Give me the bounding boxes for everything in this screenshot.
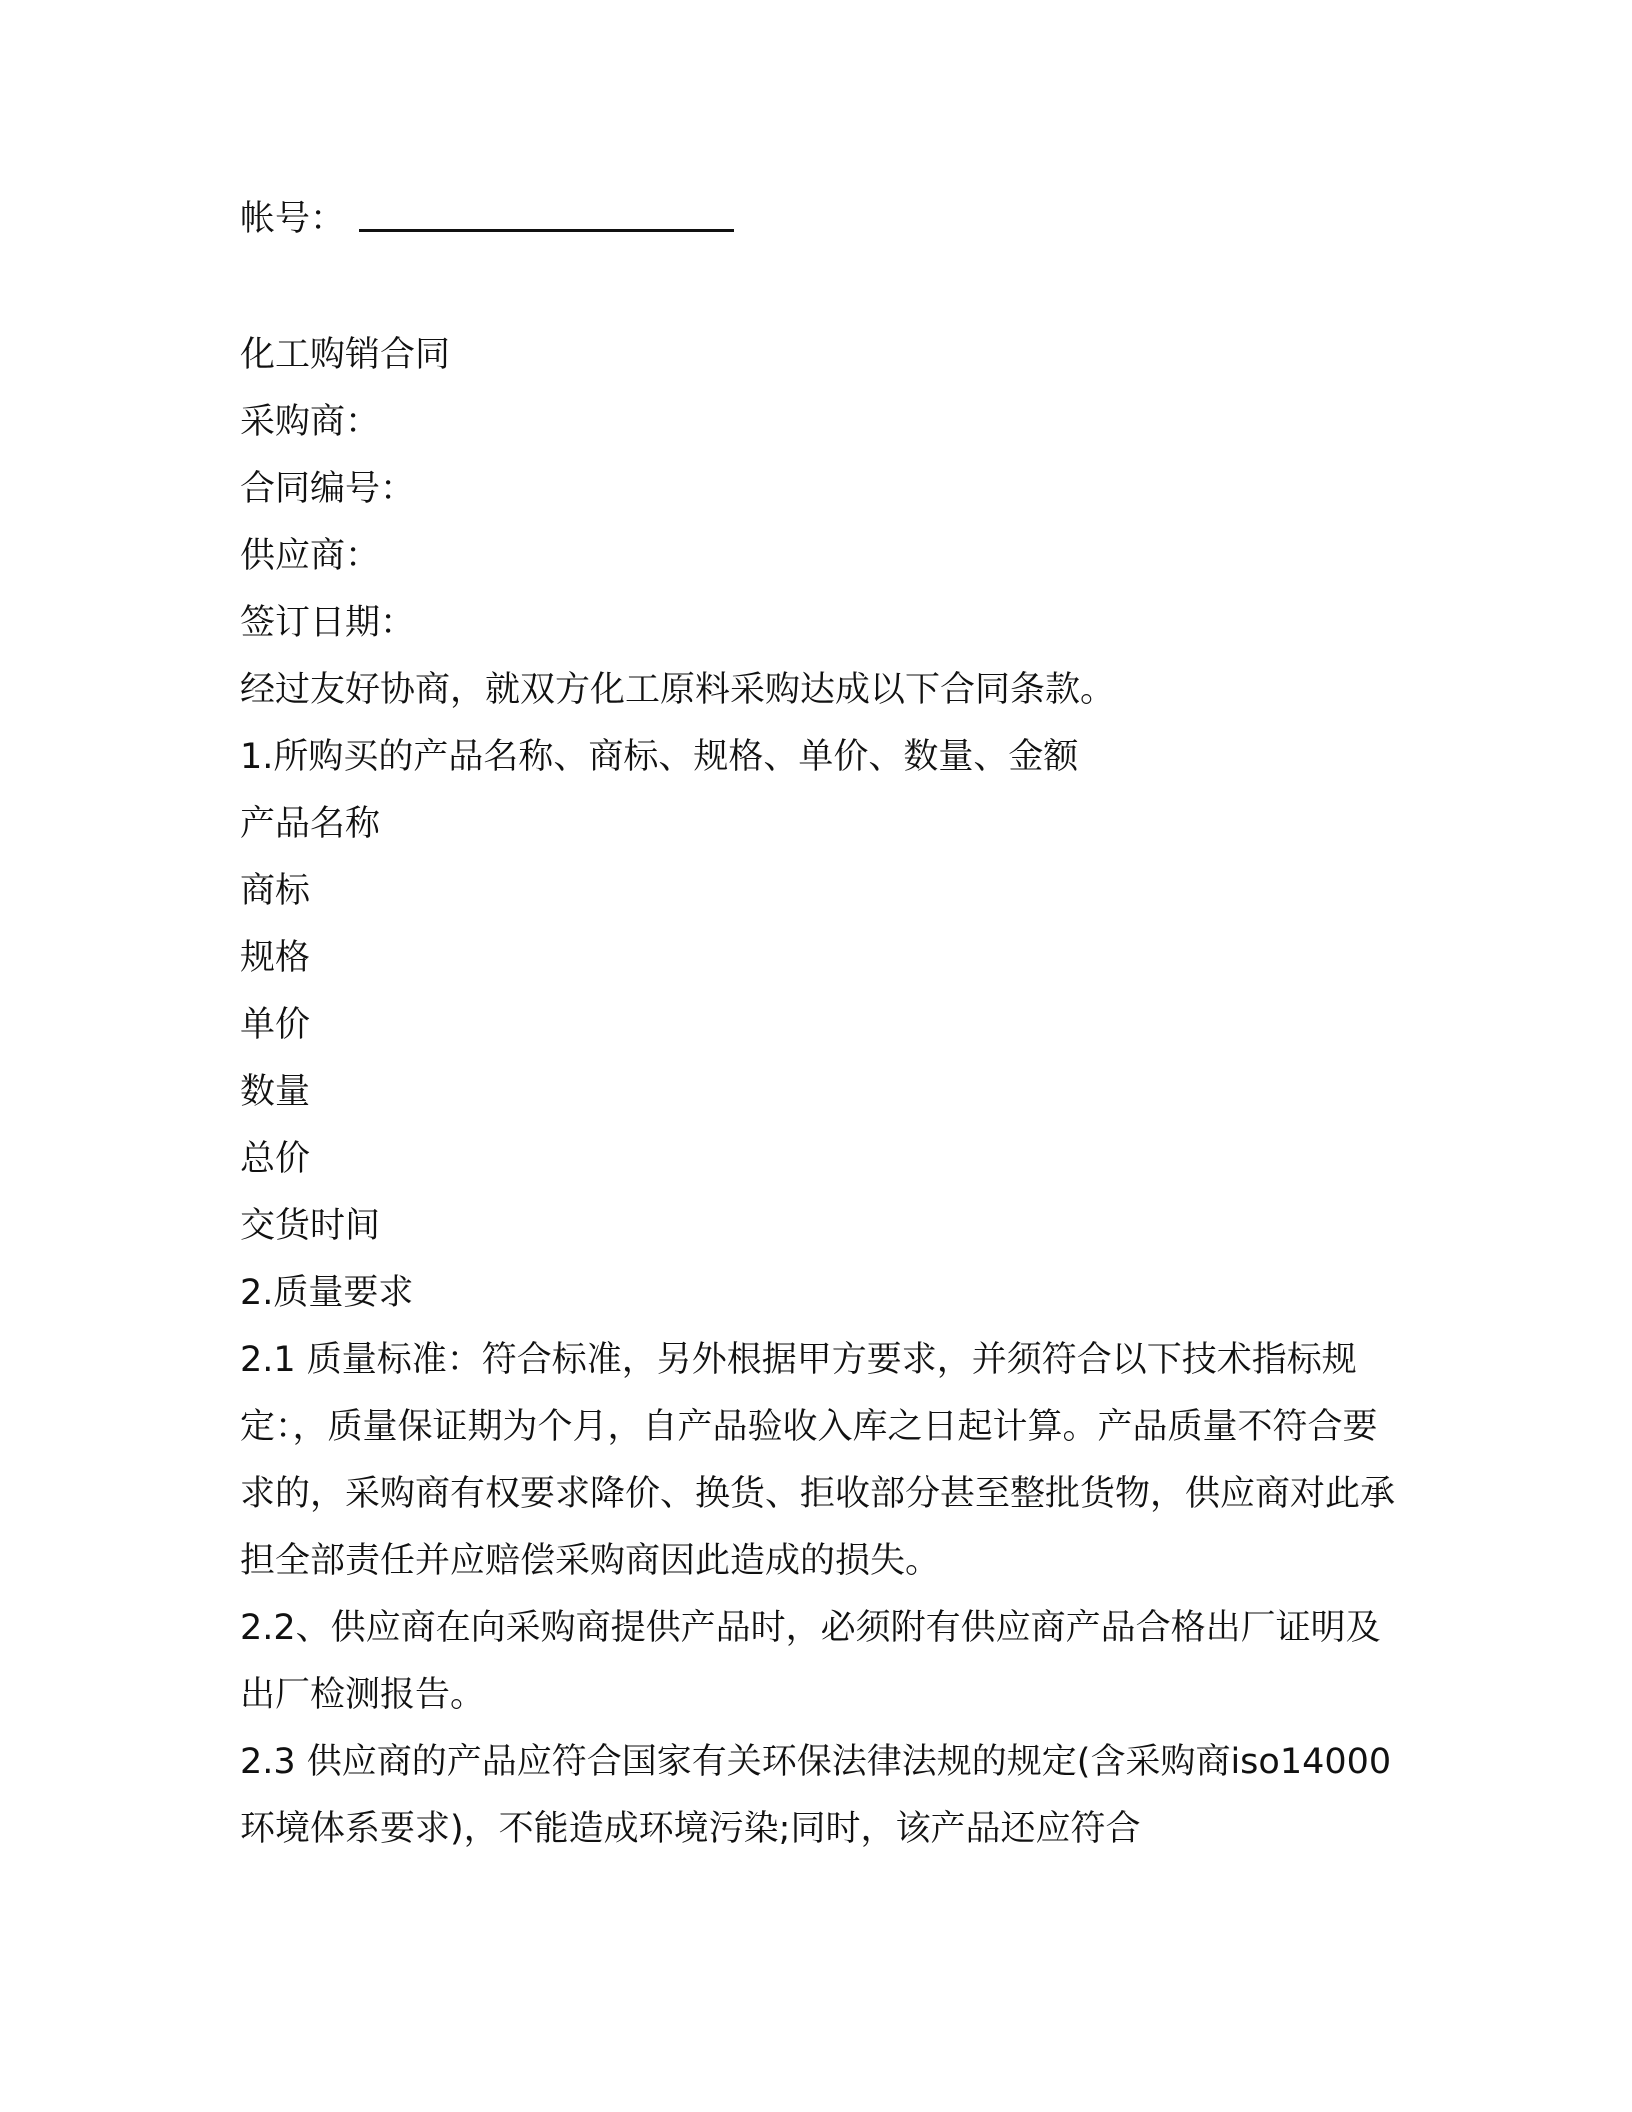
- product-item: 单价: [240, 1005, 311, 1045]
- section-2-heading: 2.质量要求: [240, 1273, 414, 1313]
- account-label: 帐号：: [240, 199, 346, 239]
- clause-2-2: 2.2、供应商在向采购商提供产品时，必须附有供应商产品合格出厂证明及出厂检测报告。: [240, 1608, 1381, 1715]
- product-item: 商标: [240, 871, 311, 911]
- intro-paragraph: 经过友好协商，就双方化工原料采购达成以下合同条款。: [240, 670, 1116, 710]
- product-item: 规格: [240, 938, 311, 978]
- account-blank-line: [359, 229, 734, 232]
- contract-number-field: 合同编号：: [240, 469, 416, 509]
- product-item: 产品名称: [240, 804, 381, 844]
- buyer-field: 采购商：: [240, 402, 381, 442]
- supplier-field: 供应商：: [240, 536, 381, 576]
- contract-body: [240, 322, 1400, 1863]
- section-1-heading: 1.所购买的产品名称、商标、规格、单价、数量、金额: [240, 737, 1079, 777]
- account-field: [240, 190, 734, 248]
- contract-title: 化工购销合同: [240, 335, 451, 375]
- sign-date-field: 签订日期：: [240, 603, 416, 643]
- clause-2-3: 2.3 供应商的产品应符合国家有关环保法律法规的规定(含采购商iso14000 环境体系要求)，不能造成环境污染;同时，该产品还应符合: [240, 1742, 1392, 1849]
- product-item: 数量: [240, 1072, 311, 1112]
- product-item: 总价: [240, 1139, 311, 1179]
- clause-2-1: 2.1 质量标准：符合标准，另外根据甲方要求，并须符合以下技术指标规定：，质量保证期为个月，自产品验收入库之日起计算。产品质量不符合要求的，采购商有权要求降价、换货、拒收部分甚至整批货物，供应商对此承担全部责任并应赔偿采购商因此造成的损失。: [240, 1340, 1396, 1581]
- product-item: 交货时间: [240, 1206, 381, 1246]
